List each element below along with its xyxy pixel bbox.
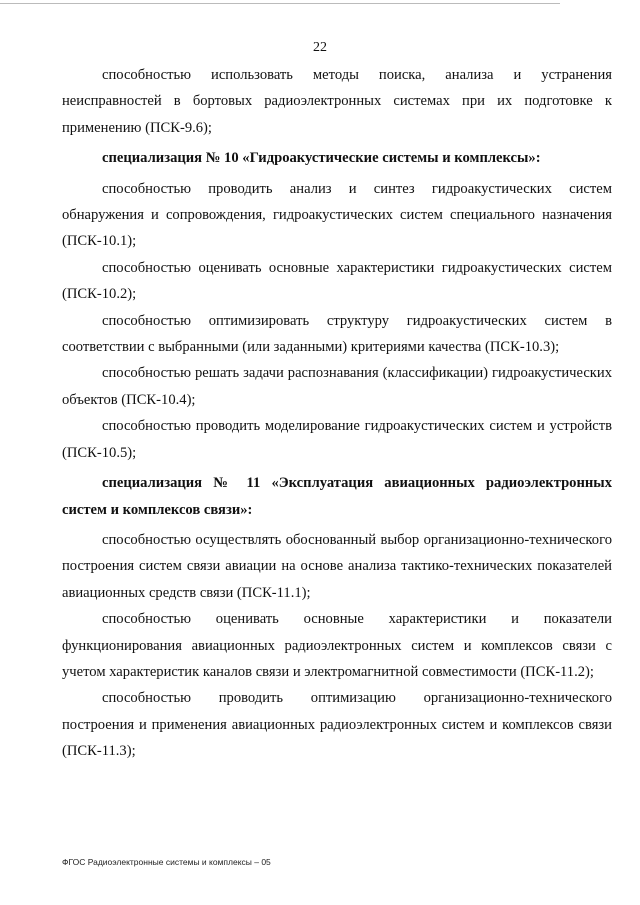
- paragraph-psk-10-4: способностью решать задачи распознавания (классификации) гидроакустических объектов (ПСК-10.4);: [62, 365, 612, 408]
- paragraph-psk-9-6: способностью использовать методы поиска, анализа и устранения неисправностей в бортовых радиоэлектронных системах при их подготовке к применению (ПСК-9.6);: [62, 67, 612, 136]
- paragraph-psk-11-3: способностью проводить оптимизацию организационно-технического построения и применения авиационных радиоэлектронных систем и комплексов связи (ПСК-11.3);: [62, 690, 612, 760]
- paragraph-psk-10-1: способностью проводить анализ и синтез гидроакустических систем обнаружения и сопровождения, гидроакустических систем специального назначения (ПСК-10.1);: [62, 180, 612, 250]
- paragraph-psk-10-5: способностью проводить моделирование гидроакустических систем и устройств (ПСК-10.5);: [62, 418, 612, 461]
- heading-specialization-11: специализация № 11 «Эксплуатация авиационных радиоэлектронных систем и комплексов связи»:: [62, 475, 612, 518]
- heading-specialization-10: специализация № 10 «Гидроакустические системы и комплексы»:: [102, 150, 541, 167]
- page-number: 22: [313, 40, 327, 55]
- paragraph-psk-11-2: способностью оценивать основные характеристики и показатели функционирования авиационных радиоэлектронных систем и комплексов связи с учетом характеристик каналов связи и электромагнитной совместимости (ПСК-11.2);: [62, 611, 612, 680]
- paragraph-psk-10-3: способностью оптимизировать структуру гидроакустических систем в соответствии с выбранными (или заданными) критериями качества (ПСК-10.3);: [62, 312, 612, 356]
- document-body: [62, 62, 612, 765]
- footer-text: ФГОС Радиоэлектронные системы и комплексы – 05: [62, 857, 271, 867]
- paragraph-psk-11-1: способностью осуществлять обоснованный выбор организационно-технического построения систем связи авиации на основе анализа тактико-технических показателей авиационных средств связи (ПСК-11.1);: [62, 531, 612, 601]
- top-rule: [0, 3, 560, 4]
- paragraph-psk-10-2: способностью оценивать основные характеристики гидроакустических систем (ПСК-10.2);: [62, 259, 612, 303]
